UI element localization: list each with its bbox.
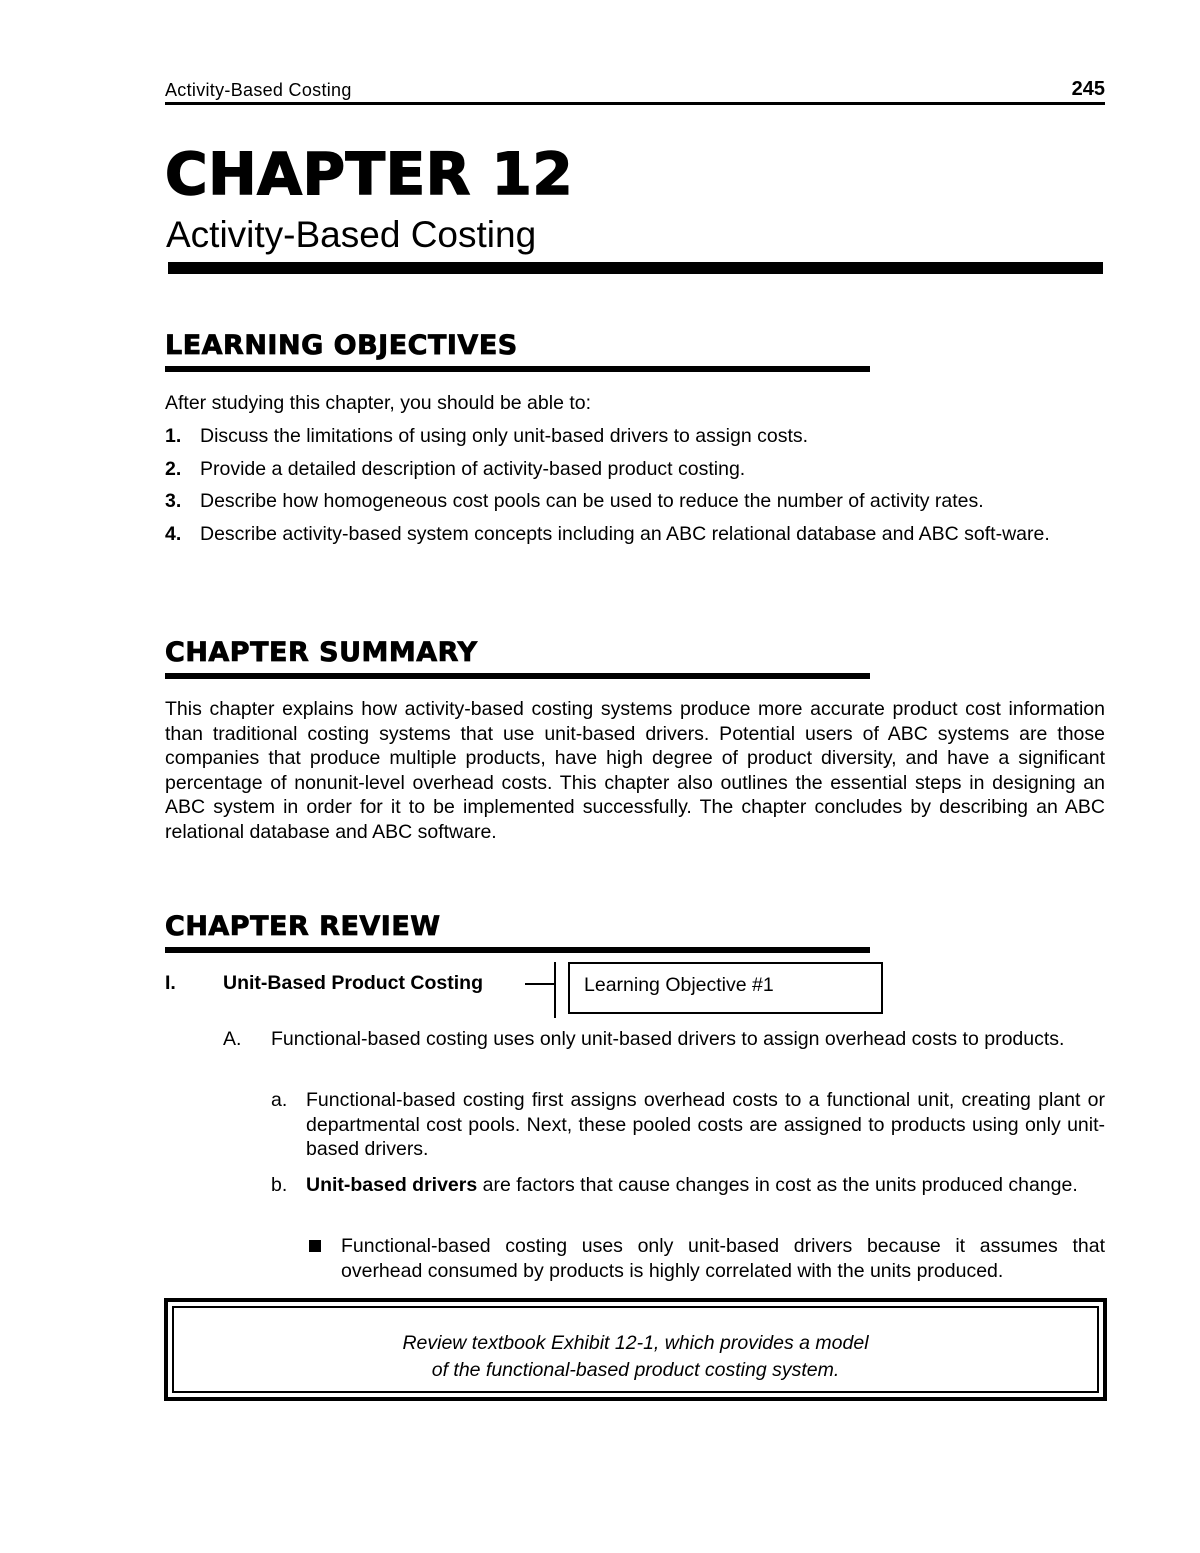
item-a-text: Functional-based costing uses only unit-based drivers to assign overhead costs to products.	[271, 1028, 1065, 1050]
sub-item-b-definition: are factors that cause changes in cost as the units produced change.	[477, 1174, 1078, 1196]
list-item	[165, 424, 1105, 449]
review-note-text	[174, 1330, 1097, 1384]
review-note-inner-border	[172, 1306, 1099, 1393]
review-section-header	[165, 962, 890, 1018]
objective-number: 2.	[165, 457, 182, 480]
bullet-text: Functional-based costing uses only unit-based drivers because it assumes that overhead consumed by products is highly correlated with the units produced.	[341, 1235, 1105, 1282]
learning-objectives-heading: LEARNING OBJECTIVES	[165, 330, 870, 372]
chapter-number: CHAPTER 12	[165, 140, 574, 208]
list-item	[165, 457, 1105, 482]
section-roman-numeral: I.	[165, 972, 176, 994]
section-title: Unit-Based Product Costing	[223, 972, 484, 994]
review-note-box	[164, 1298, 1107, 1401]
connector-line	[554, 962, 556, 1018]
objective-text: Discuss the limitations of using only unit-based drivers to assign costs.	[200, 425, 809, 447]
objective-number: 1.	[165, 425, 182, 447]
objective-text: Describe how homogeneous cost pools can be used to reduce the number of activity rates.	[200, 490, 984, 512]
running-header-title: Activity-Based Costing	[165, 80, 352, 100]
objective-text: Describe activity-based system concepts including an ABC relational database and ABC soft-ware.	[200, 522, 1050, 545]
objective-text: Provide a detailed description of activity-based product costing.	[200, 457, 746, 480]
review-note-line: of the functional-based product costing system.	[431, 1359, 840, 1381]
chapter-summary-heading: CHAPTER SUMMARY	[165, 637, 870, 679]
key-term: Unit-based drivers	[306, 1174, 478, 1196]
sub-item-label: b.	[271, 1174, 288, 1196]
page-number: 245	[1071, 78, 1105, 100]
connector-line	[525, 983, 555, 985]
chapter-summary-body: This chapter explains how activity-based costing systems produce more accurate product cost information than traditional costing systems that use unit-based drivers. Potential users of ABC systems are those companies that produce multiple products, have high degree of product diversity, and have a significant percentage of nonunit-level overhead costs. This chapter also outlines the essential steps in designing an ABC system in order for it to be implemented successfully. The chapter concludes by describing an ABC relational database and ABC software.	[165, 698, 1105, 843]
sub-item-label: a.	[271, 1089, 288, 1111]
title-rule	[168, 262, 1103, 274]
sub-item-a-text: Functional-based costing first assigns overhead costs to a functional unit, creating plant or departmental cost pools. Next, these pooled costs are assigned to products using only unit-based drivers.	[306, 1089, 1105, 1160]
chapter-review-heading: CHAPTER REVIEW	[165, 911, 870, 953]
learning-objectives-intro: After studying this chapter, you should be able to:	[165, 392, 592, 414]
item-label: A.	[223, 1028, 242, 1050]
learning-objective-tag	[568, 962, 883, 1014]
objective-number: 4.	[165, 522, 182, 545]
objective-number: 3.	[165, 490, 182, 512]
chapter-title: Activity-Based Costing	[166, 214, 537, 255]
sub-item-b-text	[306, 1173, 1105, 1198]
list-item	[165, 489, 1105, 514]
learning-objective-tag-text: Learning Objective #1	[584, 974, 774, 996]
running-header	[165, 78, 1105, 105]
learning-objectives-list	[165, 424, 1105, 554]
square-bullet-icon	[309, 1240, 321, 1252]
review-note-line: Review textbook Exhibit 12-1, which provides a model	[402, 1332, 869, 1354]
list-item	[165, 522, 1105, 547]
